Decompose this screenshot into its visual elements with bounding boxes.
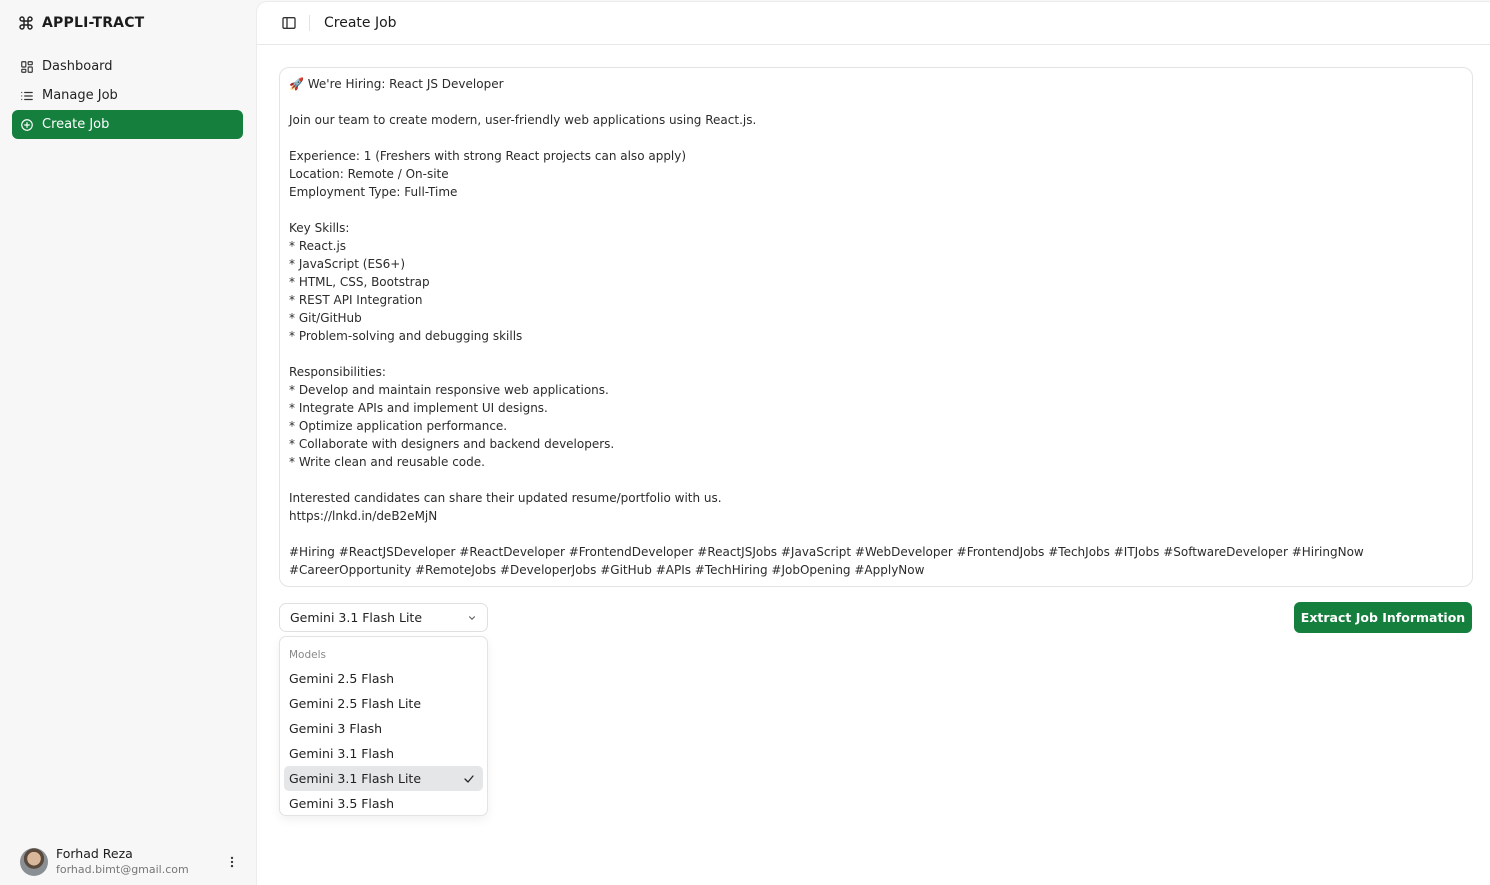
model-dropdown [279, 636, 488, 816]
job-description-textarea[interactable]: 🚀 We're Hiring: React JS Developer Join our team to create modern, user-friendly web applications using React.js. Experience: 1 (Freshers with strong React projects can also apply) Location: Remote / On-site Employment Type: Full-Time Key Skills: * React.js * JavaScript (ES6+) * HTML, CSS, Bootstrap * REST API Integration * Git/GitHub * Problem-solving and debugging skills Responsibilities: * Develop and maintain responsive web applications. * Integrate APIs and implement UI designs. * Optimize application performance. * Collaborate with designers and backend developers. * Write clean and reusable code. Interested candidates can share their updated resume/portfolio with us. https://lnkd.in/deB2eMjN #Hiring #ReactJSDeveloper #ReactDeveloper #FrontendDeveloper #ReactJSJobs #JavaScript #WebDeveloper #FrontendJobs #TechJobs #ITJobs #SoftwareDeveloper #HiringNow #CareerOpportunity #RemoteJobs #DeveloperJobs #GitHub #APIs #TechHiring #JobOpening #ApplyNow [279, 67, 1473, 587]
more-vertical-icon[interactable] [224, 854, 240, 870]
extract-job-button[interactable]: Extract Job Information [1294, 602, 1472, 633]
sidebar-item-manage-job[interactable] [12, 81, 243, 110]
sidebar-toggle-icon[interactable] [281, 15, 297, 31]
user-name: Forhad Reza [56, 846, 133, 861]
chevron-down-icon [467, 613, 477, 623]
sidebar-item-dashboard[interactable] [12, 52, 243, 81]
model-option[interactable]: Gemini 3.5 Flash [289, 796, 395, 811]
user-profile[interactable] [20, 846, 240, 878]
header-divider [309, 15, 310, 31]
model-option-selected[interactable]: Gemini 3.1 Flash Lite [284, 766, 483, 791]
user-email: forhad.bimt@gmail.com [56, 863, 189, 876]
model-option[interactable]: Gemini 2.5 Flash [289, 671, 395, 686]
sidebar-item-create-job[interactable] [12, 110, 243, 139]
avatar [20, 848, 48, 876]
main-panel [257, 2, 1490, 885]
command-icon [18, 15, 34, 31]
sidebar-item-label: Create Job [42, 117, 110, 132]
model-select[interactable] [279, 603, 488, 632]
brand-name: APPLI-TRACT [42, 15, 145, 31]
plus-circle-icon [20, 118, 34, 132]
sidebar-nav [12, 52, 243, 139]
page-title: Create Job [324, 15, 397, 31]
model-select-value: Gemini 3.1 Flash Lite [290, 610, 423, 625]
sidebar-item-label: Dashboard [42, 59, 113, 74]
sidebar-item-label: Manage Job [42, 88, 118, 103]
dropdown-group-label: Models [289, 649, 326, 661]
brand[interactable] [18, 14, 144, 32]
model-option[interactable]: Gemini 3 Flash [289, 721, 383, 736]
model-option[interactable]: Gemini 2.5 Flash Lite [289, 696, 422, 711]
dashboard-grid-icon [20, 60, 34, 74]
model-option[interactable]: Gemini 3.1 Flash [289, 746, 395, 761]
sidebar [0, 0, 256, 885]
list-icon [20, 89, 34, 103]
check-icon [463, 773, 475, 785]
page-header [257, 2, 1490, 45]
